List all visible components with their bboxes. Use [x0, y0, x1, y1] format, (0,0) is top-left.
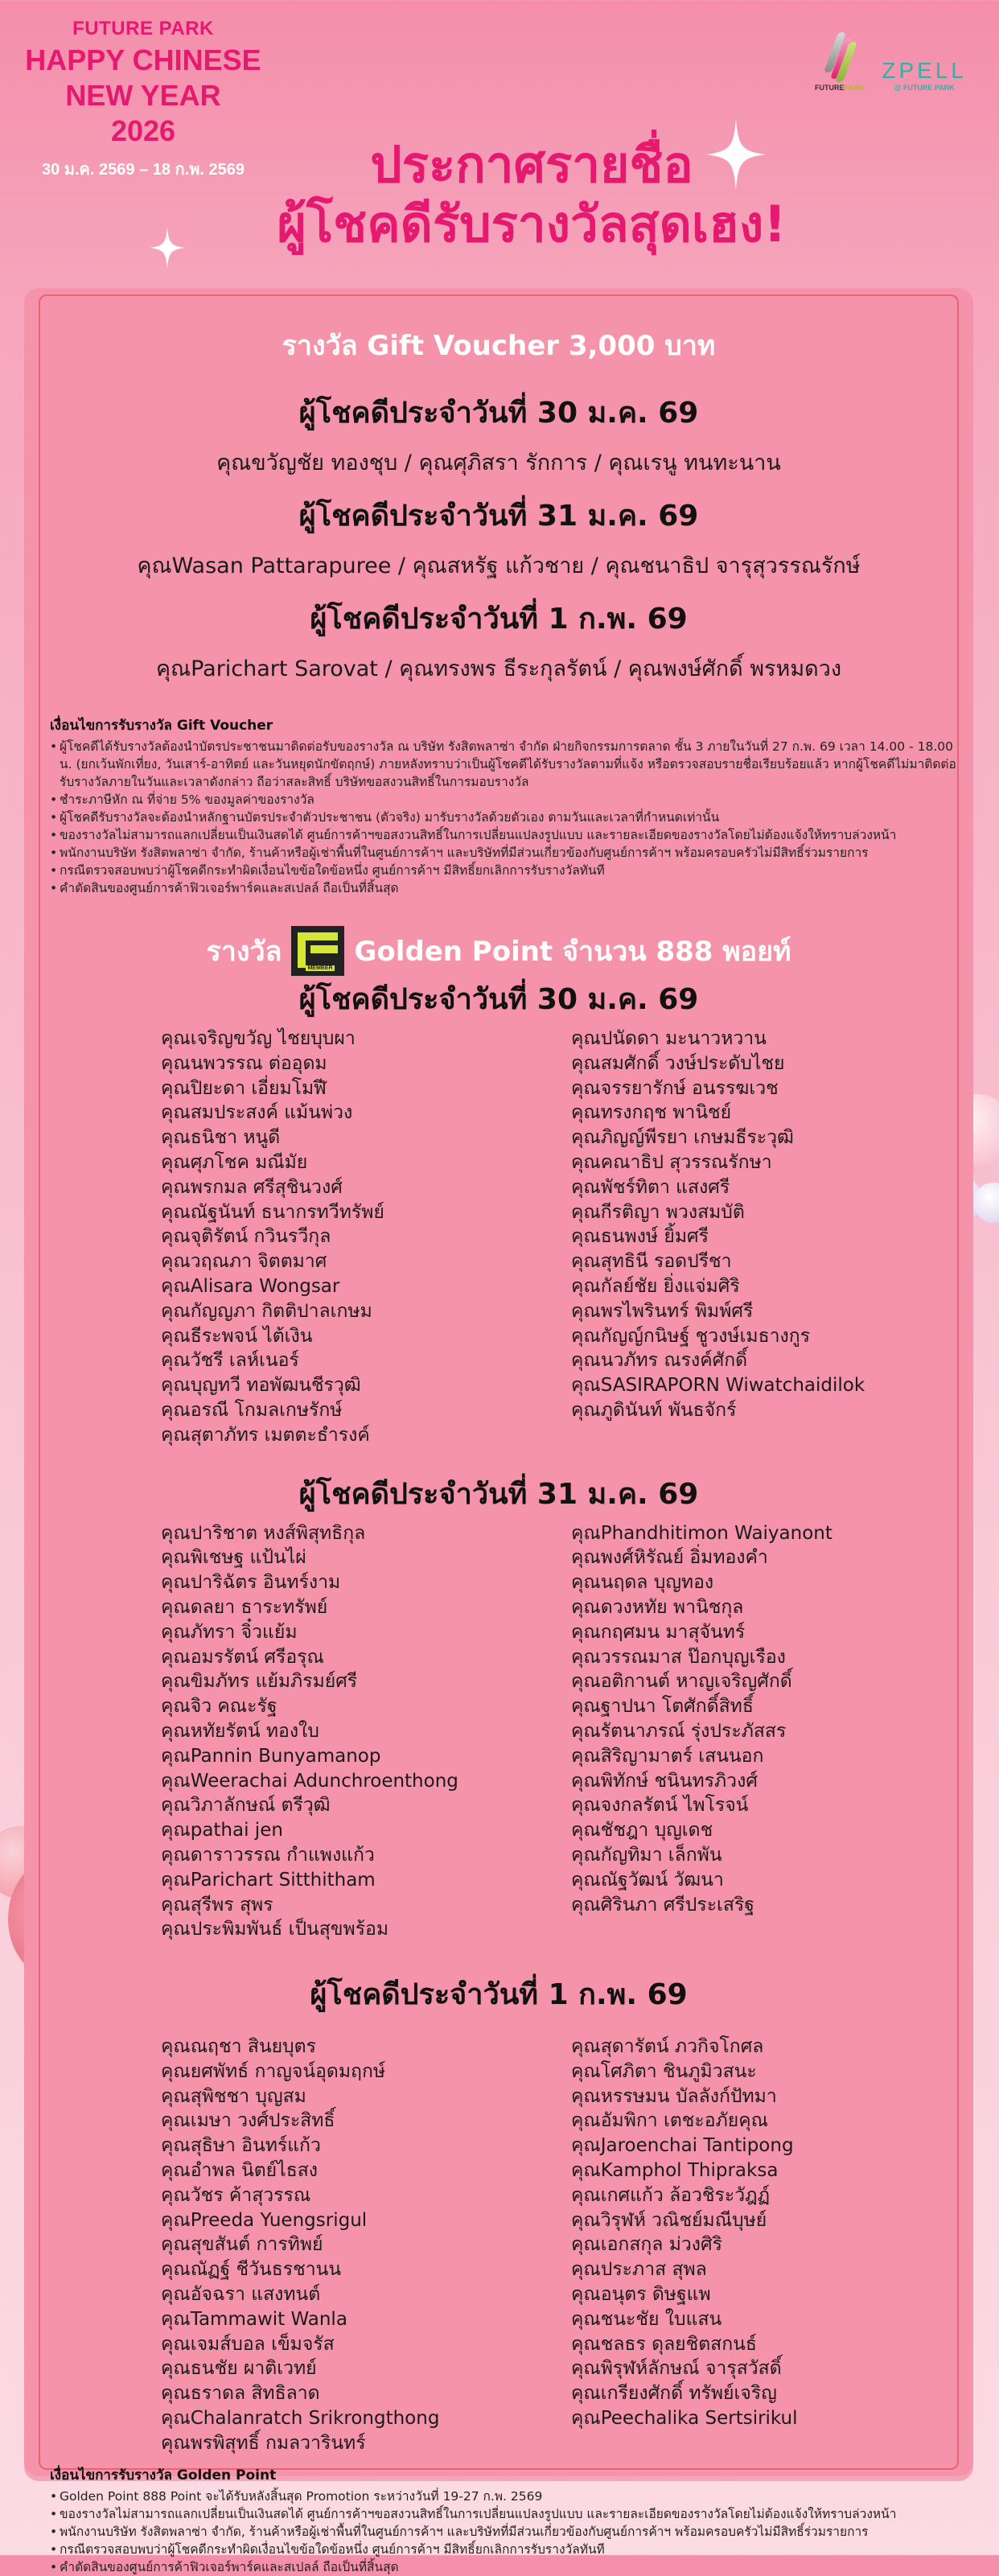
winners-content — [24, 288, 973, 2576]
winner-name: คุณธนชัย ผาติเวทย์ — [161, 2358, 317, 2380]
gp-title-prefix: รางวัล — [206, 936, 282, 968]
gift-voucher-conditions — [24, 714, 973, 897]
winner-name: คุณณัฐนันท์ ธนากรทวีทรัพย์ — [161, 1201, 384, 1223]
winner-name: คุณJaroenchai Tantipong — [571, 2135, 794, 2157]
winner-name: คุณพรกมล ศรีสุชินวงศ์ — [161, 1176, 343, 1198]
winner-name: คุณอัจฉรา แสงทนต์ — [161, 2284, 321, 2306]
winner-name: คุณศิรินภา ศรีประเสริฐ — [571, 1894, 754, 1916]
gp-conditions-title: เงื่อนไขการรับรางวัล Golden Point — [50, 2467, 277, 2483]
winner-name: คุณธราดล สิทธิลาด — [161, 2383, 320, 2405]
winner-name: คุณChalanratch Srikrongthong — [161, 2408, 440, 2430]
winner-name: คุณปาริฉัตร อินทร์งาม — [161, 1572, 341, 1594]
headline-line1: ประกาศรายชื่อ — [370, 135, 693, 194]
member-badge-icon — [291, 926, 344, 976]
gv-condition-item: • ชำระภาษีหัก ณ ที่จ่าย 5% ของมูลค่าของรางวัล — [50, 791, 957, 809]
winner-name: คุณสิริญามาตร์ เสนนอก — [571, 1745, 764, 1767]
winner-name: คุณฐาปนา โตศักดิ์สิทธิ์ — [571, 1696, 754, 1718]
gv-winners-31jan: คุณWasan Pattarapuree / คุณสหรัฐ แก้วชาย / คุณชนาธิป จารุสุวรรณรักษ์ — [137, 553, 861, 578]
winner-name: คุณเอกสกุล ม่วงศิริ — [571, 2234, 722, 2256]
gp-winners-1feb-left — [161, 2035, 571, 2456]
winner-name: คุณจงกลรัตน์ ไพโรจน์ — [571, 1795, 749, 1817]
winner-name: คุณPreeda Yuengsrigul — [161, 2209, 368, 2231]
winner-name: คุณParichart Sitthitham — [161, 1869, 376, 1891]
winner-name: คุณสุธิษา อินทร์แก้ว — [161, 2135, 321, 2157]
headline-line2: ผู้โชคดีรับรางวัลสุดเฮง! — [277, 195, 787, 253]
winner-name: คุณดวงหทัย พานิชกุล — [571, 1596, 744, 1618]
winner-name: คุณวิรุฬห์ วณิชย์มณีบุษย์ — [571, 2209, 767, 2231]
winner-name: คุณธนิชา หนูดี — [161, 1127, 281, 1149]
winner-name: คุณเกศแก้ว ล้อวชิระวัฎฏ์ — [571, 2184, 771, 2206]
winner-name: คุณสุตาภัทร เมตตะธำรงค์ — [161, 1424, 370, 1446]
winner-name: คุณจิว คณะรัฐ — [161, 1696, 278, 1718]
event-title-year: 2026 — [110, 114, 176, 147]
winner-name: คุณอมรรัตน์ ศรีอรุณ — [161, 1646, 324, 1668]
winner-name: คุณธีระพจน์ ไต้เงิน — [161, 1325, 313, 1347]
winner-name: คุณวัชร ค้าสุวรรณ — [161, 2184, 311, 2206]
gv-day-title-31jan: ผู้โชคดีประจำวันที่ 31 ม.ค. 69 — [298, 500, 699, 533]
golden-point-conditions — [24, 2464, 973, 2576]
winner-name: คุณTammawit Wanla — [161, 2308, 347, 2330]
winner-name: คุณpathai jen — [161, 1820, 283, 1841]
winner-name: คุณคณาธิป สุวรรณรักษา — [571, 1151, 772, 1173]
winner-name: คุณขิมภัทร แย้มภิรมย์ศรี — [161, 1671, 358, 1693]
winner-name: คุณพิรุฬห์ลักษณ์ จารุสวัสดิ์ — [571, 2358, 782, 2380]
winner-name: คุณปาริชาต หงส์พิสุทธิกุล — [161, 1522, 366, 1544]
gp-condition-item: • Golden Point 888 Point จะได้รับหลังสิ้นสุด Promotion ระหว่างวันที่ 19-27 ก.พ. 2569 — [50, 2488, 957, 2505]
gp-winners-31jan-left — [161, 1521, 571, 1943]
winner-name: คุณเกรียงศักดิ์ ทรัพย์เจริญ — [571, 2383, 777, 2405]
partner-logos — [815, 32, 967, 92]
gv-winners-1feb: คุณParichart Sarovat / คุณทรงพร ธีระกุลรัตน์ / คุณพงษ์ศักดิ์ พรหมดวง — [155, 656, 842, 681]
winner-name: คุณธนพงษ์ ยิ้มศรี — [571, 1226, 709, 1248]
winner-name: คุณหรรษมน บัลลังก์ปัทมา — [571, 2085, 777, 2107]
gp-winners-1feb — [24, 2035, 973, 2456]
winner-name: คุณอนุตร ดิษฐแพ — [571, 2284, 711, 2306]
gp-winners-31jan-right — [571, 1521, 981, 1943]
winner-name: คุณพัชร์ทิตา แสงศรี — [571, 1176, 730, 1198]
event-title-line1: HAPPY CHINESE — [25, 43, 261, 76]
winner-name: คุณกัญญภา กิตติปาลเกษม — [161, 1300, 372, 1322]
gp-title-suffix: Golden Point จำนวน 888 พอยท์ — [354, 936, 791, 968]
winner-name: คุณพิเชษฐ แป้นไผ่ — [161, 1547, 306, 1569]
winner-name: คุณกีรติญา พวงสมบัติ — [571, 1201, 745, 1223]
winner-name: คุณวรรณมาส ป๊อกบุญเรือง — [571, 1646, 786, 1668]
winner-name: คุณนวภัทร ณรงค์ศักดิ์ — [571, 1350, 748, 1372]
golden-point-title — [24, 926, 973, 976]
gift-voucher-section — [24, 323, 973, 897]
gp-winners-1feb-right — [571, 2035, 981, 2456]
winner-name: คุณสุทธินี รอดปรีชา — [571, 1251, 732, 1273]
winner-name: คุณวฤณภา จิตตมาศ — [161, 1251, 327, 1273]
winner-name: คุณวัชรี เลห์เนอร์ — [161, 1350, 299, 1372]
gp-condition-item: • ของรางวัลไม่สามารถแลกเปลี่ยนเป็นเงินสดได้ ศูนย์การค้าฯขอสงวนสิทธิ์ในการเปลี่ยนแปลงรูปแบบ และรายละเอียดของรางวัลโดยไม่ต้องแจ้งให้ทราบล่วงหน้า — [50, 2505, 957, 2523]
gv-winners-30jan: คุณขวัญชัย ทองชุบ / คุณศุภิสรา รักการ / คุณเรนู ทนทะนาน — [216, 451, 781, 475]
gp-winners-30jan-left — [161, 1027, 571, 1448]
winner-name: คุณเจริญขวัญ ไชยบุบผา — [161, 1028, 356, 1049]
winner-name: คุณชัชฎา บุญเดช — [571, 1820, 713, 1841]
winner-name: คุณสมประสงค์ แม้นพ่วง — [161, 1102, 353, 1124]
winner-name: คุณKamphol Thipraksa — [571, 2160, 779, 2182]
winner-name: คุณศุภโชค มณีมัย — [161, 1151, 308, 1173]
zpell-logo — [882, 58, 967, 92]
gp-condition-item: • พนักงานบริษัท รังสิตพลาซ่า จำกัด, ร้านค้าหรือผู้เช่าพื้นที่ในศูนย์การค้าฯ และบริษัทที่มีส่วนเกี่ยวข้องกับศูนย์การค้าฯ พร้อมครอบครัวไม่มีสิทธิ์ร่วมรายการ — [50, 2523, 957, 2541]
winner-name: คุณสุขสันต์ การทิพย์ — [161, 2234, 323, 2256]
winner-name: คุณAlisara Wongsar — [161, 1275, 340, 1297]
gv-condition-item: • ผู้โชคดีได้รับรางวัลต้องนำบัตรประชาชนมาติดต่อรับของรางวัล ณ บริษัท รังสิตพลาซ่า จำกัด ฝ่ายกิจกรรมการตลาด ชั้น 3 ภายในวันที่ 27 ก.พ. 69 เวลา 14.00 - 18.00 น. (ยกเว้นพักเที่ยง, วันเสาร์-อาทิตย์ และวันหยุดนักขัตฤกษ์) ภายหลังทราบว่าเป็นผู้โชคดีได้รับรางวัลตามที่แจ้ง หรือตรวจสอบรายชื่อเรียบร้อยแล้ว หากผู้โชคดีไม่มาติดต่อรับรางวัลภายในวันและเวลาดังกล่าว ถือว่าสละสิทธิ์ บริษัทขอสงวนสิทธิ์ในการมอบรางวัล — [50, 738, 957, 791]
poster-header — [0, 0, 999, 290]
winner-name: คุณภิญญ์พีรยา เกษมธีระวุฒิ — [571, 1127, 794, 1149]
winner-name: คุณชลธร ดุลยชิตสกนธ์ — [571, 2333, 757, 2355]
winner-name: คุณสมศักดิ์ วงษ์ประดับไชย — [571, 1052, 785, 1074]
winner-name: คุณอติกานต์ หาญเจริญศักดิ์ — [571, 1671, 792, 1693]
gp-condition-item: • คำตัดสินของศูนย์การค้าฟิวเจอร์พาร์คและสเปลล์ ถือเป็นที่สิ้นสุด — [50, 2558, 957, 2576]
winner-name: คุณอัมพิกา เตชะอภัยคุณ — [571, 2110, 768, 2132]
winner-name: คุณกัญญ์กนิษฐ์ ชูวงษ์เมธางกูร — [571, 1325, 811, 1347]
gv-condition-item: • ผู้โชคดีรับรางวัลจะต้องนำหลักฐานบัตรประจำตัวประชาชน (ตัวจริง) มารับรางวัลด้วยตัวเอง ตามวันและเวลาที่กำหนดเท่านั้น — [50, 809, 957, 826]
gv-day-title-30jan: ผู้โชคดีประจำวันที่ 30 ม.ค. 69 — [298, 397, 699, 430]
zpell-logo-text: ZPELL — [882, 58, 967, 83]
winner-name: คุณจุติรัตน์ กวินรวีกุล — [161, 1226, 331, 1248]
winner-name: คุณภัทรา จิ๋วแย้ม — [161, 1621, 298, 1643]
winner-name: คุณอำพล นิตย์ไธสง — [161, 2160, 319, 2182]
winner-name: คุณพรพิสุทธิ์ กมลวารินทร์ — [161, 2432, 366, 2454]
winner-name: คุณยศพัทธ์ กาญจน์อุดมฤกษ์ — [161, 2060, 386, 2082]
gv-conditions-title: เงื่อนไขการรับรางวัล Gift Voucher — [50, 718, 273, 734]
member-badge-label: MEMBER — [307, 965, 333, 971]
winner-name: คุณเมษา วงศ์ประสิทธิ์ — [161, 2110, 335, 2132]
winner-name: คุณSASIRAPORN Wiwatchaidilok — [571, 1375, 865, 1397]
winner-name: คุณจรรยารักษ์ อนรรฆเวช — [571, 1077, 779, 1099]
winner-name: คุณทรงกฤช พานิชย์ — [571, 1102, 732, 1124]
winner-name: คุณกัญทิมา เล็กพัน — [571, 1844, 722, 1866]
gp-day-title-31jan: ผู้โชคดีประจำวันที่ 31 ม.ค. 69 — [298, 1477, 699, 1511]
announcement-headline — [0, 135, 999, 254]
gv-day-title-1feb: ผู้โชคดีประจำวันที่ 1 ก.พ. 69 — [310, 603, 688, 636]
gp-winners-31jan — [24, 1521, 973, 1943]
gp-day-title-30jan: ผู้โชคดีประจำวันที่ 30 ม.ค. 69 — [298, 983, 699, 1016]
winner-name: คุณโศภิตา ชินภูมิวสนะ — [571, 2060, 757, 2082]
winner-name: คุณณัฐวัฒน์ วัฒนา — [571, 1869, 724, 1891]
gv-conditions-list — [50, 738, 957, 897]
winner-name: คุณณฤชา สินยบุตร — [161, 2036, 316, 2058]
winner-name: คุณนฤดล บุญทอง — [571, 1572, 714, 1594]
gp-day-title-1feb: ผู้โชคดีประจำวันที่ 1 ก.พ. 69 — [310, 1978, 688, 2012]
winner-name: คุณพงศ์หิรัณย์ อิ่มทองคำ — [571, 1547, 768, 1569]
winner-name: คุณชนะชัย ใบแสน — [571, 2308, 722, 2330]
gp-condition-item: • กรณีตรวจสอบพบว่าผู้โชคดีกระทำผิดเงื่อนไขข้อใดข้อหนึ่ง ศูนย์การค้าฯ มีสิทธิ์ยกเลิกการรับรางวัลทันที — [50, 2541, 957, 2558]
winner-name: คุณสุรีพร สุพร — [161, 1894, 273, 1916]
winner-name: คุณอรณี โกมลเกษรักษ์ — [161, 1399, 343, 1421]
future-park-swirl-icon — [828, 32, 852, 82]
gp-winners-30jan-right — [571, 1027, 981, 1448]
winner-name: คุณนพวรรณ ต่ออุดม — [161, 1052, 327, 1074]
winner-name: คุณรัตนาภรณ์ รุ่งประภัสสร — [571, 1720, 787, 1742]
winner-name: คุณพิทักษ์ ชนินทรภิวงศ์ — [571, 1770, 758, 1792]
winner-name: คุณกฤศมน มาสุจันทร์ — [571, 1621, 746, 1643]
winner-name: คุณPhandhitimon Waiyanont — [571, 1522, 832, 1544]
winner-name: คุณภูดินันท์ พันธจักร์ — [571, 1399, 737, 1421]
winner-name: คุณหทัยรัตน์ ทองใบ — [161, 1720, 319, 1742]
winner-name: คุณพรไพรินทร์ พิมพ์ศรี — [571, 1300, 754, 1322]
brand-name: FUTURE PARK — [72, 18, 214, 39]
gv-condition-item: • คำตัดสินของศูนย์การค้าฟิวเจอร์พาร์คและสเปลล์ ถือเป็นที่สิ้นสุด — [50, 879, 957, 897]
winner-name: คุณWeerachai Adunchroenthong — [161, 1770, 458, 1792]
winner-name: คุณบุญทวี ทอพัฒนชีรวุฒิ — [161, 1375, 361, 1397]
winner-name: คุณดลยา ธาระทรัพย์ — [161, 1596, 328, 1618]
future-park-logo — [815, 32, 864, 92]
winner-name: คุณปนัดดา มะนาวหวาน — [571, 1028, 767, 1049]
gp-winners-30jan — [24, 1027, 973, 1448]
logo-text-future: FUTURE — [815, 84, 845, 92]
event-title-line2: NEW YEAR — [65, 79, 221, 112]
winner-name: คุณวิภาลักษณ์ ตรีวุฒิ — [161, 1795, 331, 1817]
gp-conditions-list — [50, 2488, 957, 2576]
event-date-range: 30 ม.ค. 2569 – 18 ก.พ. 2569 — [41, 161, 245, 179]
gift-voucher-title: รางวัล Gift Voucher 3,000 บาท — [282, 330, 716, 362]
gv-condition-item: • กรณีตรวจสอบพบว่าผู้โชคดีกระทำผิดเงื่อนไขข้อใดข้อหนึ่ง ศูนย์การค้าฯ มีสิทธิ์ยกเลิกการรับรางวัลทันที — [50, 862, 957, 879]
winner-name: คุณดาราวรรณ กำแพงแก้ว — [161, 1844, 375, 1866]
golden-point-section — [24, 926, 973, 2576]
winner-name: คุณสุดารัตน์ ภวกิจโกศล — [571, 2036, 764, 2058]
winner-name: คุณPannin Bunyamanop — [161, 1745, 381, 1767]
winner-name: คุณกัลย์ชัย ยิ่งแจ่มศิริ — [571, 1275, 740, 1297]
winner-name: คุณPeechalika Sertsirikul — [571, 2408, 798, 2430]
zpell-logo-subtext: @ FUTURE PARK — [894, 84, 955, 92]
gv-condition-item: • พนักงานบริษัท รังสิตพลาซ่า จำกัด, ร้านค้าหรือผู้เช่าพื้นที่ในศูนย์การค้าฯ และบริษัทที่มีส่วนเกี่ยวข้องกับศูนย์การค้าฯ พร้อมครอบครัวไม่มีสิทธิ์ร่วมรายการ — [50, 844, 957, 862]
logo-text-park: PARK — [844, 84, 865, 92]
winner-name: คุณประภาส สุพล — [571, 2259, 707, 2281]
winner-name: คุณปิยะดา เอี่ยมโมฬี — [161, 1077, 327, 1099]
winner-name: คุณณัฏฐ์ ชีวันธรชานน — [161, 2259, 342, 2281]
winner-name: คุณสุพิชชา บุญสม — [161, 2085, 306, 2107]
winner-name: คุณประพิมพันธ์ เป็นสุขพร้อม — [161, 1919, 389, 1940]
gv-condition-item: • ของรางวัลไม่สามารถแลกเปลี่ยนเป็นเงินสดได้ ศูนย์การค้าฯขอสงวนสิทธิ์ในการเปลี่ยนแปลงรูปแบบ และรายละเอียดของรางวัลโดยไม่ต้องแจ้งให้ทราบล่วงหน้า — [50, 826, 957, 844]
winner-name: คุณเจมส์บอล เข็มจรัส — [161, 2333, 335, 2355]
